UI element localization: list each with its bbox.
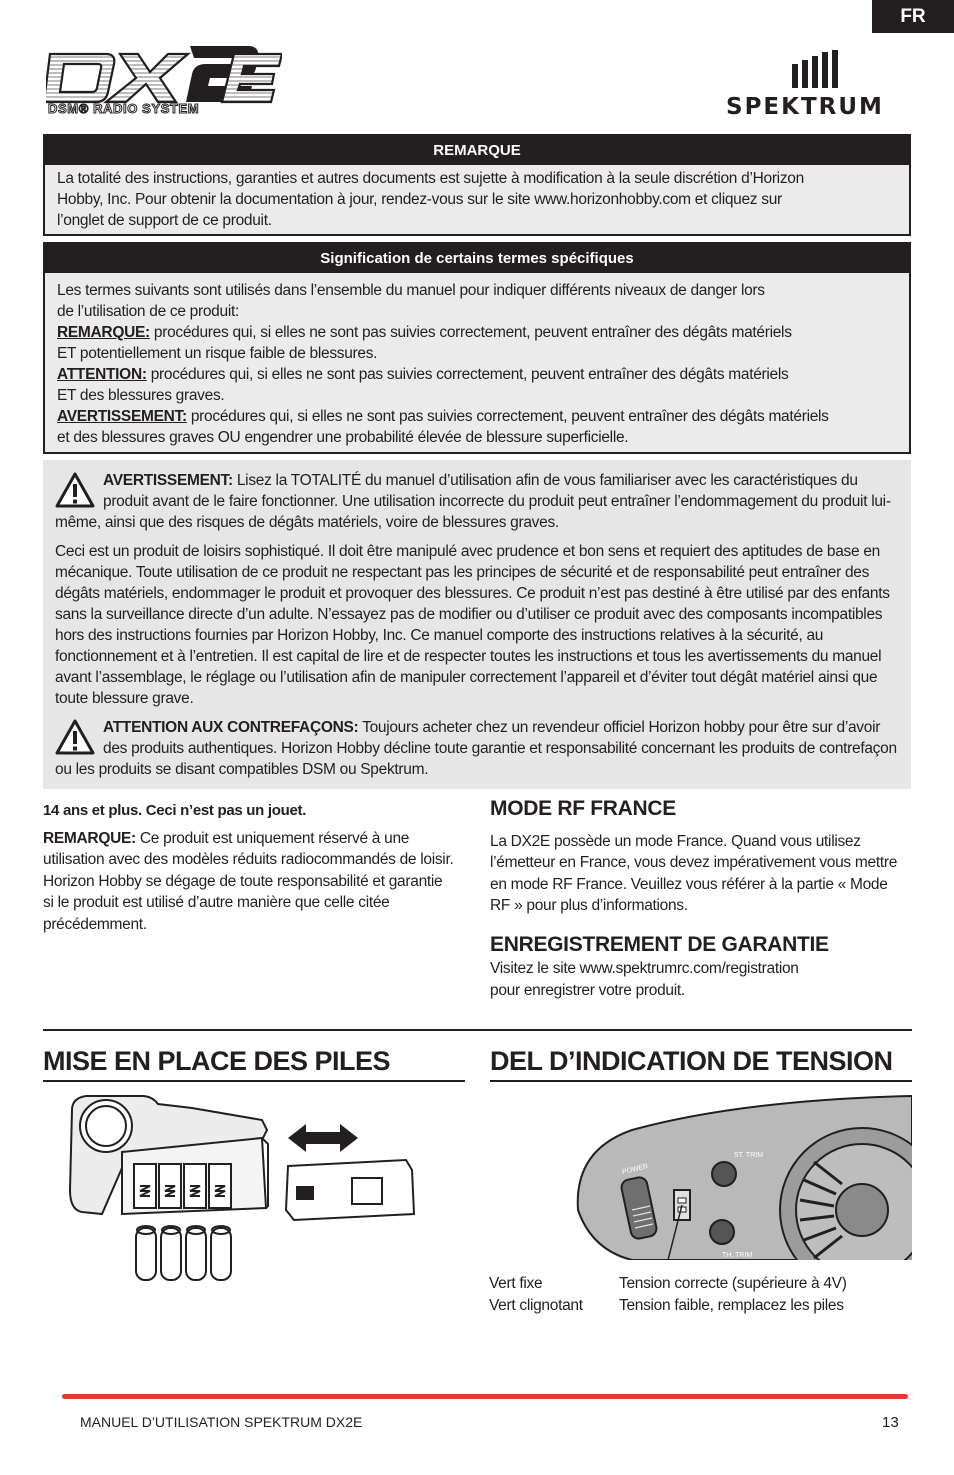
term-attention-label: ATTENTION: [57,366,147,383]
warranty-line: pour enregistrer votre produit. [490,981,685,999]
led-state: Vert clignotant [489,1296,583,1314]
transmitter-illustration [572,1090,912,1260]
remarque-line: La totalité des instructions, garanties et autres documents est sujette à modification à la seule discrétion d’Horizon [57,170,804,187]
footer-title: MANUEL D’UTILISATION SPEKTRUM DX2E [80,1414,363,1430]
term-remarque-label: REMARQUE: [57,324,150,341]
term-avertissement-label: AVERTISSEMENT: [57,408,187,425]
warning-paragraph [55,470,899,533]
term-attention-text: procédures qui, si elles ne sont pas suivies correctement, peuvent entraîner des dégâts matériels [146,366,789,383]
usage-remarque [43,828,455,936]
term-attention-line2: ET des blessures graves. [57,387,225,404]
battery-illustration [62,1090,422,1290]
led-title: DEL D’INDICATION DE TENSION [490,1046,893,1076]
counterfeit-label: ATTENTION AUX CONTREFAÇONS: [103,719,359,736]
warning-text: Lisez la TOTALITÉ du manuel d’utilisation afin de vous familiariser avec les caractéristiques du produit avant de le faire fonctionner. Une utilisation incorrecte du produit peut entraîner l’endommagement du produit lui-même, ainsi que des risques de dégâts matériels, voire de blessures graves. [55,472,891,531]
warning-triangle-icon [55,472,95,508]
footer-accent-bar [62,1394,908,1399]
led-title-underline [490,1080,912,1082]
term-remarque-text: procédures qui, si elles ne sont pas suivies correctement, peuvent entraîner des dégâts matériels [149,324,792,341]
usage-remarque-label: REMARQUE: [43,829,136,847]
left-column [43,800,455,935]
batteries-title-underline [43,1080,465,1082]
terms-intro: de l’utilisation de ce produit: [57,303,239,320]
warranty-line: Visitez le site www.spektrumrc.com/registration [490,960,799,977]
remarque-line: Hobby, Inc. Pour obtenir la documentation à jour, rendez-vous sur le site www.horizonhobby.com et cliquez sur [57,191,782,208]
remarque-box [43,134,911,236]
warranty-title: ENREGISTREMENT DE GARANTIE [490,932,829,956]
led-legend-row [489,1273,909,1295]
led-legend-row [489,1295,909,1317]
warning-panel [43,460,911,789]
section-divider-top [43,1029,912,1031]
led-meaning: Tension faible, remplacez les piles [619,1296,844,1314]
rf-mode-text: La DX2E possède un mode France. Quand vous utilisez l’émetteur en France, vous devez impérativement vous mettre en mode RF France. Veuillez vous référer à la partie « Mode RF » pour plus d’informations. [490,832,898,914]
term-remarque [57,322,897,343]
battery-diagram [62,1090,422,1290]
dx2e-logo [46,40,282,120]
language-tab: FR [872,0,954,33]
power-label: POWER [621,1162,649,1177]
spektrum-wordmark: SPEKTRUM [726,94,884,120]
th-trim-label: TH. TRIM [722,1252,753,1259]
logo-tagline: DSM® RADIO SYSTEM [48,101,200,116]
rf-mode-title: MODE RF FRANCE [490,797,676,820]
term-avertissement-line2: et des blessures graves OU engendrer une probabilité élevée de blessure superficielle. [57,429,629,446]
led-meaning: Tension correcte (supérieure à 4V) [619,1275,847,1292]
safety-paragraph: Ceci est un produit de loisirs sophistiqué. Il doit être manipulé avec prudence et bon sens et requiert des aptitudes de base en mécanique. Toute utilisation de ce produit ne respectant pas les principes de sécurité et de responsabilité peut entraîner des dégâts matériels, endommager le produit et provoquer des blessures. Ce produit n’est pas destiné à être utilisé par des enfants sans la surveillance directe d’un adulte. N’essayez pas de modifier ou d’utiliser ce produit avec des composants incompatibles hors des instructions fournies par Horizon Hobby, Inc. Ce manuel comporte des instructions relatives à la sécurité, au fonctionnement et à l’entretien. Il est capital de lire et de respecter toutes les instructions et tous les avertissements du manuel avant l’assemblage, le réglage ou l’utilisation afin de manipuler correctement l’appareil et d’éviter tout dégât matériel ainsi que toute blessure grave. [55,543,890,707]
spektrum-bars-icon [792,50,852,90]
term-avertissement [57,406,897,427]
terms-intro: Les termes suivants sont utilisés dans l’ensemble du manuel pour indiquer différents niveaux de danger lors [57,282,765,299]
age-warning: 14 ans et plus. Ceci n’est pas un jouet. [43,802,307,819]
terms-box [43,242,911,454]
counterfeit-text: Toujours acheter chez un revendeur officiel Horizon hobby pour être sur d’avoir des produits authentiques. Horizon Hobby décline toute garantie et responsabilité concernant les produits de contrefaçon ou les produits se disant compatibles DSM ou Spektrum. [55,719,897,778]
right-column [490,798,910,1001]
terms-box-body [45,273,909,452]
page-number: 13 [882,1414,899,1431]
term-attention [57,364,897,385]
remarque-box-title: REMARQUE [45,136,909,165]
term-avertissement-text: procédures qui, si elles ne sont pas suivies correctement, peuvent entraîner des dégâts matériels [186,408,829,425]
terms-box-title: Signification de certains termes spécifiques [45,244,909,273]
st-trim-label: ST. TRIM [734,1152,764,1159]
spektrum-logo [726,50,912,124]
led-state: Vert fixe [489,1275,543,1292]
led-legend [489,1273,909,1316]
warning-triangle-icon [55,719,95,755]
counterfeit-paragraph [55,717,899,780]
warning-label: AVERTISSEMENT: [103,472,233,489]
term-remarque-line2: ET potentiellement un risque faible de blessures. [57,345,378,362]
remarque-box-body [45,165,909,234]
remarque-line: l’onglet de support de ce produit. [57,212,272,229]
usage-remarque-text: Ce produit est uniquement réservé à une utilisation avec des modèles réduits radiocommandés de loisir. Horizon Hobby se dégage de toute responsabilité et garantie si le produit est utilisé d’autre manière que celle citée précédemment. [43,829,454,933]
batteries-title: MISE EN PLACE DES PILES [43,1046,391,1076]
